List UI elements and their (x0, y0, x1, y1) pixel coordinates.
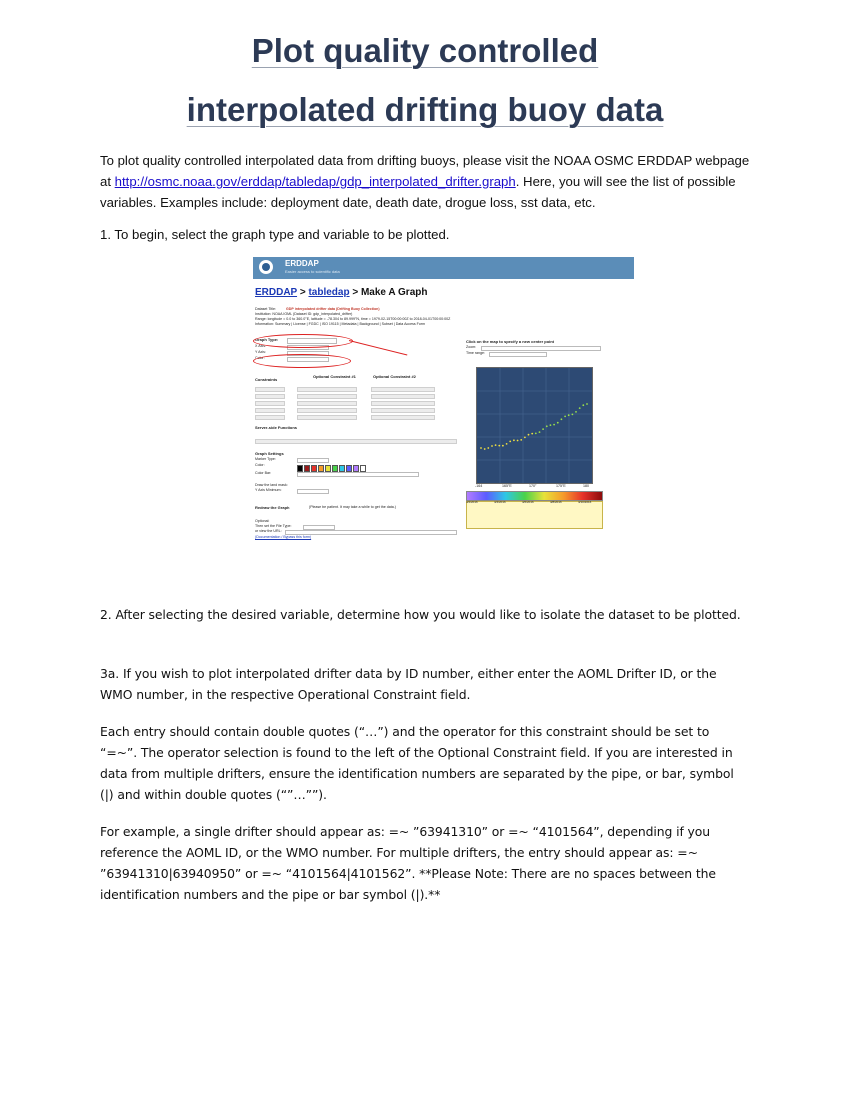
track-point (557, 422, 559, 424)
draw-land-label: Draw the land mask: (255, 483, 288, 487)
constraint-row[interactable] (371, 408, 435, 413)
server-side-functions-label: Server-side Functions (255, 425, 298, 430)
erddap-breadcrumb: ERDDAP > tabledap > Make A Graph (255, 287, 428, 298)
erddap-header-subtitle: Easier access to scientific data (285, 269, 340, 274)
constraint-row[interactable] (255, 401, 285, 406)
constraint-row[interactable] (255, 408, 285, 413)
track-point (568, 414, 570, 416)
noaa-logo-icon (259, 260, 273, 274)
dataset-title: GDP interpolated drifter data (Drifting Buoy Collection) (286, 307, 380, 311)
intro-paragraph: To plot quality controlled interpolated data from drifting buoys, please visit the NOAA OSMC ERDDAP webpage at http://osmc.noaa.gov/erddap/tabledap/gdp_interpolated_drifter.graph. Here, you will see the list of possible variables. Examples include: deployment date, death date, drogue loss, sst data, etc. (100, 153, 750, 210)
track-point (506, 443, 508, 445)
color-bar-label: Color Bar: (255, 471, 272, 475)
time-range-controls[interactable] (489, 352, 547, 357)
drifter-track-plot[interactable] (476, 367, 593, 484)
constraint-row[interactable] (371, 415, 435, 420)
erddap-header (253, 257, 634, 279)
color-swatch[interactable] (332, 465, 338, 472)
track-point (491, 445, 493, 447)
constraint-row[interactable] (255, 394, 285, 399)
track-point (582, 404, 584, 406)
file-type-label: Then set the File Type: (255, 524, 292, 528)
annotation-ellipse-graph-type (253, 334, 353, 348)
step-1-text: 1. To begin, select the graph type and variable to be plotted. (100, 227, 450, 242)
color-swatch[interactable] (304, 465, 310, 472)
color-swatch[interactable] (360, 465, 366, 472)
track-point (517, 440, 519, 442)
constraint-row[interactable] (255, 387, 285, 392)
erddap-graph-link[interactable]: http://osmc.noaa.gov/erddap/tabledap/gdp_interpolated_drifter.graph (114, 174, 516, 189)
track-point (509, 441, 511, 443)
step-2-text: 2. After selecting the desired variable, determine how you would like to isolate the dataset to be plotted. (100, 607, 741, 622)
x-tick-label: 165°E (502, 484, 512, 488)
track-point (572, 414, 574, 416)
colorbar-tick-label: 4/8/2016 (550, 500, 562, 504)
constraint-row[interactable] (297, 401, 357, 406)
x-axis-label: X Axis: (255, 344, 266, 348)
graph-type-label: Graph Type: (255, 337, 279, 342)
track-point (535, 433, 537, 435)
constraint-row[interactable] (297, 415, 357, 420)
track-point (480, 447, 482, 449)
track-point (546, 425, 548, 427)
track-point (487, 447, 489, 449)
constraints-label: Constraints (255, 377, 278, 382)
y-axis-minimum-input[interactable] (297, 489, 329, 494)
drifter-track-svg (477, 368, 592, 483)
x-tick-label: 180 (583, 484, 589, 488)
plot-legend (466, 501, 603, 529)
range-line: Range: longitude = 0.0 to 360.0°E, latitude = -78.304 to 89.999°N, time = 1979-02-15T00:00:00Z to 2018-04-01T00:00:00Z (255, 317, 451, 321)
server-side-row[interactable] (255, 439, 457, 444)
colorbar-tick-label: 4/2/2016 (466, 500, 478, 504)
graph-settings-label: Graph Settings (255, 451, 284, 456)
optional-constraint-1-label: Optional Constraint #1 (313, 374, 356, 379)
track-point (575, 411, 577, 413)
track-point (528, 434, 530, 436)
example-text: For example, a single drifter should appear as: =~ ”63941310” or =~ “4101564”, depending if you reference the AOML ID, or the WMO number. For multiple drifters, the entry should appear as: =~ ”63941310|63940950” or =~ “4101564|4101562”. **Please Note: There are no spaces between the identification numbers and the pipe or bar symbol (|).** (100, 824, 716, 902)
view-url-label: or view the URL: (255, 529, 282, 533)
step-3a-text: 3a. If you wish to plot interpolated drifter data by ID number, either enter the AOML Drifter ID, or the WMO number, in the respective Operational Constraint field. (100, 666, 717, 702)
color-label: Color: (255, 356, 265, 360)
track-point (561, 418, 563, 420)
color-swatch[interactable] (339, 465, 345, 472)
track-point (495, 444, 497, 446)
marker-type-label: Marker Type: (255, 457, 276, 461)
documentation-link[interactable]: (Documentation / Bypass this form) (255, 535, 312, 539)
redraw-note: (Please be patient. It may take a while to get the data.) (309, 505, 396, 509)
graph-color-label: Color: (255, 463, 265, 467)
dataset-label: Dataset Title: (255, 307, 276, 311)
zoom-label: Zoom: (466, 345, 477, 349)
colorbar-tick-label: 4/6/2016 (522, 500, 534, 504)
annotation-line (349, 340, 407, 355)
color-bar-select[interactable] (297, 472, 419, 477)
track-point (531, 433, 533, 435)
track-point (553, 424, 555, 426)
click-map-label: Click on the map to specify a new center point (466, 339, 555, 344)
entry-note-text: Each entry should contain double quotes (“…”) and the operator for this constraint should be set to “=~”. The operator selection is found to the left of the Optional Constraint field. If you are interested in data from multiple drifters, ensure the identification numbers are separated by the pipe, or bar, symbol (|) and within double quotes (“”…””). (100, 724, 734, 802)
x-tick-label: 175°E (556, 484, 566, 488)
track-point (579, 407, 581, 409)
optional-constraint-2-label: Optional Constraint #2 (373, 374, 416, 379)
constraint-row[interactable] (297, 387, 357, 392)
track-point (539, 431, 541, 433)
institution-line: Institution: NOAA IOML (Dataset ID: gdp_interpolated_drifter) (255, 312, 353, 316)
optional-label: Optional: (255, 519, 270, 523)
y-axis-label: Y Axis: (255, 350, 266, 354)
track-point (550, 424, 552, 426)
erddap-screenshot (253, 257, 634, 550)
constraint-row[interactable] (371, 387, 435, 392)
constraint-row[interactable] (297, 394, 357, 399)
track-point (586, 403, 588, 405)
track-point (513, 439, 515, 441)
y-axis-minimum-label: Y Axis Minimum: (255, 488, 282, 492)
annotation-ellipse-color (253, 354, 351, 368)
constraint-row[interactable] (255, 415, 285, 420)
constraint-row[interactable] (371, 394, 435, 399)
color-swatch[interactable] (318, 465, 324, 472)
constraint-row[interactable] (371, 401, 435, 406)
track-point (564, 416, 566, 418)
track-point (498, 445, 500, 447)
colorbar-tick-label: 4/10/2016 (578, 500, 592, 504)
erddap-header-title: ERDDAP (285, 259, 319, 268)
track-point (520, 439, 522, 441)
color-swatch[interactable] (346, 465, 352, 472)
page-title-line-2: interpolated drifting buoy data (186, 91, 664, 128)
color-swatch[interactable] (325, 465, 331, 472)
x-tick-label: 170° (529, 484, 537, 488)
redraw-graph-button[interactable]: Redraw the Graph (255, 505, 290, 510)
color-swatch[interactable] (297, 465, 303, 472)
information-line: Information: Summary | License | FGDC | ISO 19115 | Metadata | Background | Subset | Data Access Form (255, 322, 426, 326)
color-swatch[interactable] (311, 465, 317, 472)
x-tick-label: -164 (475, 484, 483, 488)
page-title-line-1: Plot quality controlled (251, 32, 599, 69)
track-point (484, 448, 486, 450)
time-range-label: Time range: (466, 351, 486, 355)
track-point (542, 428, 544, 430)
zoom-buttons[interactable] (481, 346, 601, 351)
constraint-row[interactable] (297, 408, 357, 413)
colorbar-tick-label: 4/4/2016 (494, 500, 506, 504)
color-swatch[interactable] (353, 465, 359, 472)
track-point (502, 445, 504, 447)
track-point (524, 437, 526, 439)
marker-type-select[interactable] (297, 458, 329, 463)
